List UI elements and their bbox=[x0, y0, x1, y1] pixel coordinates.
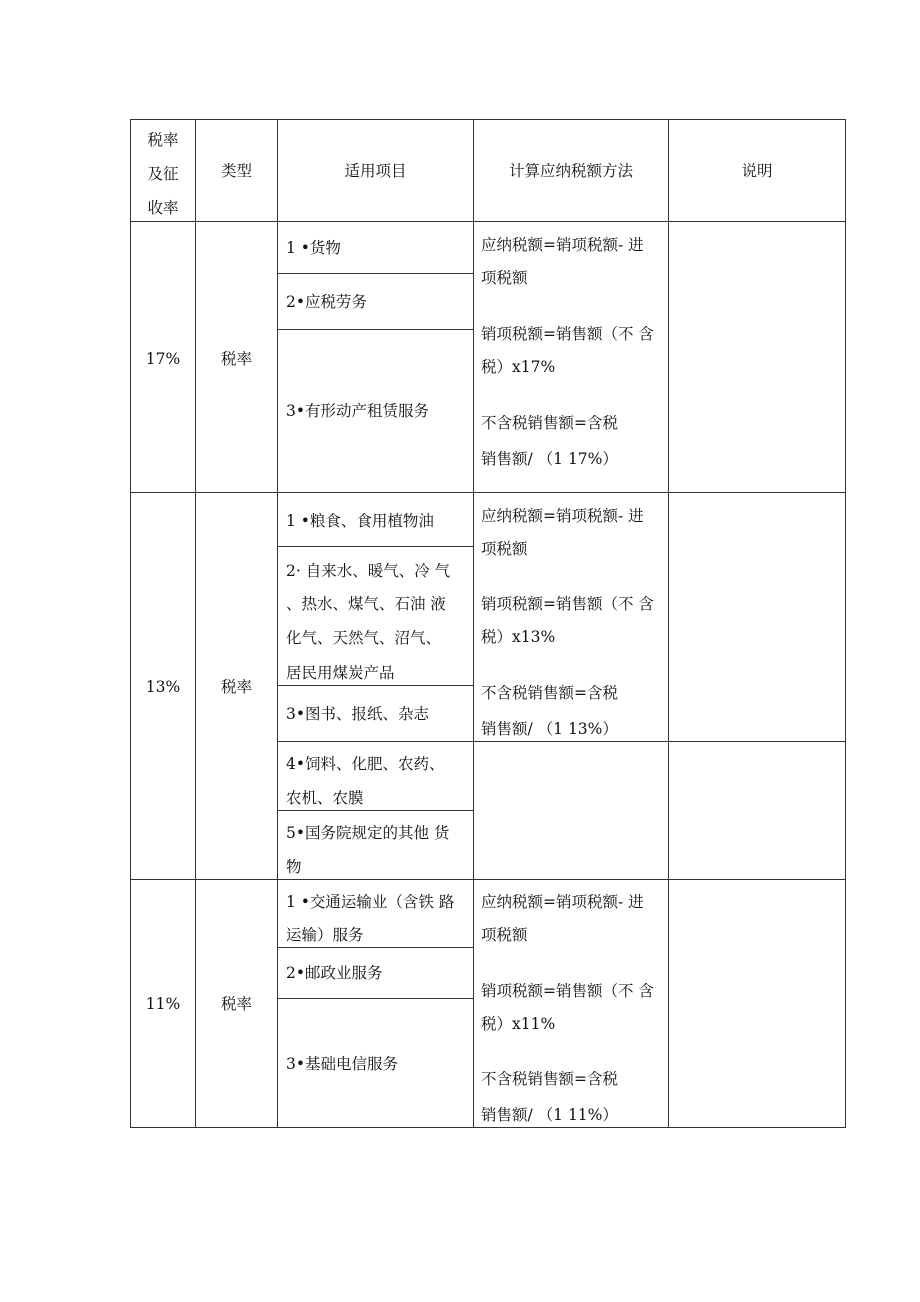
col-divider-4 bbox=[668, 119, 669, 1128]
item-cell: 1 •交通运输业（含铁 路 bbox=[286, 893, 455, 911]
rate-cell: 11% bbox=[145, 995, 181, 1013]
type-cell: 税率 bbox=[220, 678, 252, 696]
item-cell: 农机、农膜 bbox=[286, 789, 364, 807]
header-note: 说明 bbox=[741, 162, 773, 180]
method-line: 项税额 bbox=[481, 540, 528, 558]
item-row-line bbox=[277, 741, 845, 742]
item-cell: 1 •粮食、食用植物油 bbox=[286, 512, 434, 530]
method-line: 税）x11% bbox=[481, 1015, 556, 1033]
item-cell: 3•有形动产租赁服务 bbox=[286, 402, 430, 420]
method-line: 不含税销售额=含税 bbox=[481, 414, 618, 432]
item-cell: 2•应税劳务 bbox=[286, 293, 368, 311]
type-cell: 税率 bbox=[220, 350, 252, 368]
method-line: 应纳税额=销项税额- 进 bbox=[481, 507, 644, 525]
method-line: 项税额 bbox=[481, 269, 528, 287]
table-border-bottom bbox=[130, 1127, 846, 1128]
method-line: 项税额 bbox=[481, 926, 528, 944]
header-rate-line1: 税率 bbox=[147, 131, 179, 149]
table-border-right bbox=[845, 119, 846, 1128]
method-line: 应纳税额=销项税额- 进 bbox=[481, 893, 644, 911]
method-line: 销项税额=销售额（不 含 bbox=[481, 982, 654, 1000]
header-rate-line2: 及征 bbox=[147, 165, 179, 183]
item-cell: 运输）服务 bbox=[286, 926, 364, 944]
item-row-line bbox=[277, 947, 473, 948]
item-cell: 物 bbox=[286, 858, 302, 876]
method-line: 销项税额=销售额（不 含 bbox=[481, 595, 654, 613]
item-cell: 3•基础电信服务 bbox=[286, 1055, 399, 1073]
item-row-line bbox=[277, 273, 473, 274]
item-row-line bbox=[277, 810, 473, 811]
rate-cell: 17% bbox=[145, 350, 181, 368]
item-cell: 4•饲料、化肥、农药、 bbox=[286, 755, 445, 773]
method-line: 销售额/ （1 17%） bbox=[481, 450, 618, 468]
table-border-top bbox=[130, 119, 846, 120]
method-line: 应纳税额=销项税额- 进 bbox=[481, 236, 644, 254]
item-row-line bbox=[277, 546, 473, 547]
method-line: 不含税销售额=含税 bbox=[481, 1070, 618, 1088]
col-divider-1 bbox=[195, 119, 196, 1128]
header-rate bbox=[131, 123, 195, 225]
header-method: 计算应纳税额方法 bbox=[508, 162, 633, 180]
item-row-line bbox=[277, 685, 473, 686]
group-13-bottom-line bbox=[130, 879, 846, 880]
method-line: 销售额/ （1 11%） bbox=[481, 1106, 618, 1124]
item-cell: 化气、天然气、沼气、 bbox=[286, 629, 442, 647]
method-line: 税）x13% bbox=[481, 628, 556, 646]
item-cell: 居民用煤炭产品 bbox=[286, 664, 395, 682]
method-line: 税）x17% bbox=[481, 358, 556, 376]
header-rate-line3: 收率 bbox=[147, 199, 179, 217]
item-cell: 5•国务院规定的其他 货 bbox=[286, 824, 450, 842]
method-line: 销项税额=销售额（不 含 bbox=[481, 325, 654, 343]
type-cell: 税率 bbox=[220, 995, 252, 1013]
item-row-line bbox=[277, 998, 473, 999]
item-row-line bbox=[277, 329, 473, 330]
method-line: 不含税销售额=含税 bbox=[481, 684, 618, 702]
rate-cell: 13% bbox=[145, 678, 181, 696]
item-cell: 、热水、煤气、石油 液 bbox=[286, 595, 446, 613]
table-border-left bbox=[130, 119, 131, 1128]
method-line: 销售额/ （1 13%） bbox=[481, 720, 618, 738]
item-cell: 2•邮政业服务 bbox=[286, 964, 383, 982]
header-items: 适用项目 bbox=[344, 162, 407, 180]
header-type: 类型 bbox=[220, 162, 252, 180]
group-17-bottom-line bbox=[130, 492, 846, 493]
col-divider-3 bbox=[473, 119, 474, 1128]
item-cell: 3•图书、报纸、杂志 bbox=[286, 705, 430, 723]
header-bottom-line bbox=[130, 221, 846, 222]
col-divider-2 bbox=[277, 119, 278, 1128]
item-cell: 1 •货物 bbox=[286, 239, 341, 257]
item-cell: 2· 自来水、暖气、冷 气 bbox=[286, 562, 451, 580]
